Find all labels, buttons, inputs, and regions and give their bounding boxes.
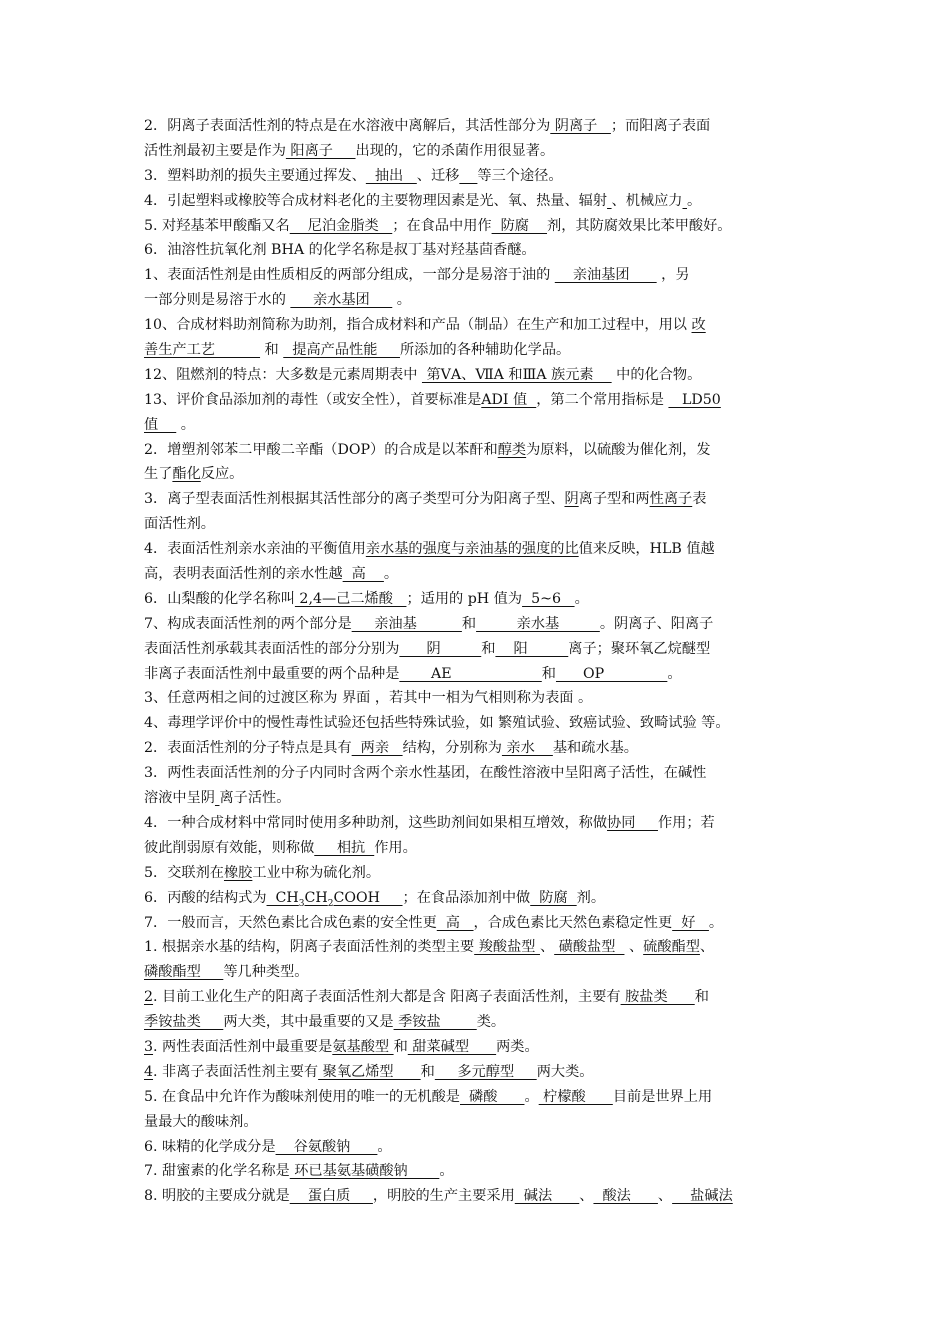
answer-blank: 亲油基团	[554, 267, 657, 284]
text-line	[144, 1010, 808, 1035]
text-line	[144, 861, 808, 886]
text-line	[144, 214, 808, 239]
text-run: ，另	[656, 267, 690, 284]
text-run: ，合成色素比天然色素稳定性更	[473, 914, 673, 931]
text-line	[144, 562, 808, 587]
text-line	[144, 662, 808, 687]
text-run: 。	[377, 1138, 392, 1155]
answer-blank: 阴	[564, 491, 579, 508]
text-run: 活性剂最初主要是作为	[144, 142, 286, 159]
text-run: 4．引起塑料或橡胶等合成材料老化的主要物理因素是光、氧、热量、辐射	[144, 192, 608, 209]
text-run: ，明胶的生产主要采用	[372, 1188, 515, 1205]
text-line	[144, 612, 808, 637]
text-line	[144, 686, 808, 711]
text-line	[144, 388, 808, 413]
text-line	[144, 1110, 808, 1135]
answer-blank: 蛋白质	[289, 1188, 373, 1205]
text-run: 、机械应力	[611, 192, 683, 209]
text-run: 和	[260, 342, 284, 359]
text-run: 类。	[476, 1014, 506, 1031]
text-line	[144, 587, 808, 612]
text-run: 5. 在食品中允许作为酸味剂使用的唯一的无机酸是	[144, 1088, 460, 1105]
text-line	[144, 736, 808, 761]
text-run: 和	[461, 615, 477, 632]
text-run: ，第二个常用指标是	[536, 391, 669, 408]
text-run: 3．两性表面活性剂的分子内同时含两个亲水性基团，在酸性溶液中呈阳离子活性，在碱性	[144, 765, 707, 782]
text-run: 离子型和两	[578, 491, 650, 508]
text-run: 2．阴离子表面活性剂的特点是在水溶液中离解后，其活性部分为	[144, 118, 551, 134]
answer-blank: 磷酸	[460, 1088, 525, 1105]
text-run: . 非离子表面活性剂主要有	[153, 1063, 319, 1080]
text-run: 。	[383, 566, 399, 583]
answer-blank: 酸法	[593, 1188, 658, 1205]
answer-blank: 柠檬酸	[538, 1088, 613, 1105]
text-line	[144, 288, 808, 313]
text-run: 。	[176, 416, 195, 433]
text-run: 和	[393, 1038, 408, 1055]
answer-blank: 3	[144, 1038, 154, 1055]
text-run: 表	[692, 491, 707, 508]
text-run: 两大类。	[536, 1063, 594, 1080]
text-line	[144, 164, 808, 189]
answer-blank: OP	[555, 665, 668, 682]
answer-blank: AE	[399, 665, 542, 682]
text-run: 、	[699, 939, 715, 956]
subscript: 3	[298, 898, 305, 909]
answer-blank: 高	[436, 914, 474, 931]
text-line	[144, 911, 808, 936]
answer-blank: 多元醇型	[434, 1063, 537, 1080]
text-run: 。	[392, 292, 411, 309]
text-line	[144, 537, 808, 562]
answer-blank: 抽出	[365, 167, 417, 184]
text-line	[144, 338, 808, 363]
text-line	[144, 1060, 808, 1085]
answer-blank: 防腐	[491, 217, 548, 234]
text-run: 4．表面活性剂亲水亲油的平衡值用	[144, 541, 366, 558]
text-line	[144, 1035, 808, 1060]
text-run: 反应。	[200, 466, 244, 483]
text-line	[144, 811, 808, 836]
text-run: 。	[574, 590, 589, 607]
text-run: 6．油溶性抗氧化剂 BHA 的化学名称是叔丁基对羟基茴香醚。	[144, 242, 536, 259]
answer-blank	[266, 889, 403, 909]
text-run: 3．塑料助剂的损失主要通过挥发、	[144, 167, 366, 184]
text-run: 6．丙酸的结构式为	[144, 889, 267, 906]
answer-blank: 甜菜碱型	[407, 1038, 497, 1055]
answer-blank: 胺盐类	[620, 989, 695, 1006]
answer-blank: 阴离子	[550, 118, 611, 134]
text-run: 目前是世界上用	[612, 1088, 713, 1105]
answer-blank: 2	[144, 989, 154, 1006]
text-line	[144, 238, 808, 263]
answer-blank: 提高产品性能	[283, 342, 400, 359]
document-body	[144, 114, 808, 1209]
text-run: 彼此削弱原有效能，则称做	[144, 839, 315, 856]
text-run: . 目前工业化生产的阳离子表面活性剂大都是含 阳离子表面活性剂，主要有	[153, 989, 621, 1006]
text-run: 。	[708, 914, 724, 931]
text-line	[144, 363, 808, 388]
text-line	[144, 487, 808, 512]
text-run: 2．表面活性剂的分子特点是具有	[144, 740, 352, 757]
answer-blank: 亲水基团	[290, 292, 393, 309]
answer-blank: 碱法	[514, 1188, 580, 1205]
text-run: COOH	[333, 889, 403, 906]
text-run: 7．一般而言，天然色素比合成色素的安全性更	[144, 914, 437, 931]
text-line	[144, 935, 808, 960]
answer-blank: 硫酸酯型	[643, 939, 700, 956]
text-run: 8. 明胶的主要成分就是	[144, 1188, 290, 1205]
answer-blank: 好	[672, 914, 709, 931]
answer-blank: 环已基氨基磺酸钠	[289, 1163, 440, 1180]
text-line	[144, 438, 808, 463]
text-run: 。	[687, 192, 702, 209]
text-run: 、	[657, 1188, 673, 1205]
answer-blank: 值	[144, 416, 177, 433]
text-line	[144, 985, 808, 1010]
text-run: 6．山梨酸的化学名称叫	[144, 590, 295, 607]
answer-blank: 谷氨酸钠	[275, 1138, 378, 1155]
text-run: 1、表面活性剂是由性质相反的两部分组成，一部分是易溶于油的	[144, 267, 555, 284]
text-run: 12、阻燃剂的特点：大多数是元素周期表中	[144, 366, 422, 383]
answer-blank: 2,4—己二烯酸	[294, 590, 407, 607]
text-line	[144, 711, 808, 736]
text-run: CH	[266, 889, 299, 906]
text-line	[144, 786, 808, 811]
subscript: 2	[327, 898, 334, 909]
answer-blank: 5~6	[522, 590, 575, 607]
text-run: 、	[624, 939, 644, 956]
answer-blank: 亲水	[501, 740, 553, 757]
text-run: 面活性剂。	[144, 516, 215, 533]
text-run: 结构，分别称为	[402, 740, 502, 757]
text-run: 。	[667, 665, 682, 682]
text-run: 溶液中呈阴	[144, 790, 215, 807]
text-line	[144, 836, 808, 861]
answer-blank: ADI 值	[481, 391, 537, 408]
text-run: 、	[539, 939, 555, 956]
text-run: 中的化合物。	[611, 366, 702, 383]
text-run: 3、任意两相之间的过渡区称为 界面 ，若其中一相为气相则称为表面 。	[144, 690, 593, 707]
text-run: 基和疏水基。	[552, 740, 638, 757]
text-run: 两类。	[496, 1038, 539, 1055]
answer-blank: 亲油基	[351, 615, 462, 632]
text-run: 和	[694, 989, 709, 1006]
text-line	[144, 413, 808, 438]
text-run: ；在食品中用作	[392, 217, 492, 234]
text-run: 7、构成表面活性剂的两个部分是	[144, 615, 352, 632]
text-line	[144, 637, 808, 662]
text-run: 剂。	[576, 889, 606, 906]
text-run: 和	[481, 640, 496, 657]
text-run: 4、毒理学评价中的慢性毒性试验还包括些特殊试验，如 繁殖试验、致癌试验、致畸试验 等。	[144, 715, 730, 732]
text-run: 生了	[144, 466, 173, 483]
text-line	[144, 263, 808, 288]
answer-blank: 磺酸盐型	[554, 939, 625, 956]
text-run: 离子；聚环氧乙烷醚型	[568, 640, 711, 657]
text-run: 工业中称为硫化剂。	[252, 864, 381, 881]
text-run: 2．增塑剂邻苯二甲酸二辛酯（DOP）的合成是以苯酐和	[144, 441, 498, 458]
text-line	[144, 1184, 808, 1209]
answer-blank: 协同	[607, 814, 658, 831]
text-run: 为原料，以硫酸为催化剂，发	[526, 441, 711, 458]
text-run: 一部分则是易溶于水的	[144, 292, 291, 309]
text-run: 量最大的酸味剂。	[144, 1113, 258, 1130]
text-run: ；而阳离子表面	[610, 118, 711, 134]
text-run: 高，表明表面活性剂的亲水性越	[144, 566, 343, 583]
text-line	[144, 114, 808, 139]
answer-blank: 尼泊金脂类	[289, 217, 393, 234]
text-run: 值来反映，HLB 值越	[578, 541, 715, 558]
text-run: 5．交联剂在	[144, 864, 224, 881]
text-run: 等几种类型。	[223, 964, 309, 981]
text-line	[144, 189, 808, 214]
answer-blank: 阴	[399, 640, 482, 657]
text-run: 1. 根据亲水基的结构，阴离子表面活性剂的类型主要	[144, 939, 475, 956]
answer-blank: 羧酸盐型	[474, 939, 540, 956]
text-run: 。阴离子、阳离子	[599, 615, 714, 632]
text-run: 两大类，其中最重要的又是	[223, 1014, 394, 1031]
answer-blank: LD50	[668, 391, 721, 408]
text-run: 所添加的各种辅助化学品。	[399, 342, 571, 359]
answer-blank: 亲水基的强度与亲油基的强度的比	[365, 541, 579, 558]
answer-blank: 改	[691, 317, 706, 334]
answer-blank: 第ⅤA、ⅦA 和ⅢA 族元素	[421, 366, 612, 383]
text-run: 非离子表面活性剂中最重要的两个品种是	[144, 665, 400, 682]
text-run: 等三个途径。	[477, 167, 563, 184]
text-run: 。	[439, 1163, 454, 1180]
text-run: 13、评价食品添加剂的毒性（或安全性），首要标准是	[144, 391, 482, 408]
text-run: 和	[420, 1063, 435, 1080]
text-line	[144, 462, 808, 487]
text-run: CH	[304, 889, 328, 906]
answer-blank: 磷酸酯型	[144, 964, 224, 981]
text-run: 作用；若	[657, 814, 715, 831]
text-run: 3．离子型表面活性剂根据其活性部分的离子类型可分为阳离子型、	[144, 491, 565, 508]
answer-blank: 性离子	[649, 491, 693, 508]
text-line	[144, 313, 808, 338]
text-run: 和	[541, 665, 556, 682]
text-run: 6. 味精的化学成分是	[144, 1138, 276, 1155]
text-run: 、迁移	[416, 167, 460, 184]
text-run: ；在食品添加剂中做	[402, 889, 531, 906]
answer-blank: 季铵盐类	[144, 1014, 224, 1031]
text-line	[144, 139, 808, 164]
text-line	[144, 761, 808, 786]
text-run: . 两性表面活性剂中最重要是	[153, 1038, 333, 1055]
text-run: 出现的，它的杀菌作用很显著。	[355, 142, 555, 159]
answer-blank: 相抗	[314, 839, 375, 856]
text-line	[144, 1159, 808, 1184]
text-line	[144, 886, 808, 911]
answer-blank	[459, 168, 477, 184]
answer-blank: 4	[144, 1063, 154, 1080]
answer-blank: 阳离子	[285, 142, 356, 159]
answer-blank: 阳	[495, 640, 569, 657]
text-run: 表面活性剂承载其表面活性的部分分别为	[144, 640, 400, 657]
text-line	[144, 512, 808, 537]
answer-blank: 醇类	[497, 441, 527, 458]
text-run: ；适用的 pH 值为	[406, 590, 523, 607]
answer-blank: 季铵盐	[393, 1014, 477, 1031]
text-line	[144, 960, 808, 985]
answer-blank: 聚氧乙烯型	[318, 1063, 421, 1080]
answer-blank: 防腐	[530, 889, 577, 906]
answer-blank: 氨基酸型	[332, 1038, 394, 1055]
answer-blank: 善生产工艺	[144, 342, 261, 359]
text-run: 5. 对羟基苯甲酸酯又名	[144, 217, 290, 234]
text-run: 剂，其防腐效果比苯甲酸好。	[547, 217, 732, 234]
text-run: 、	[579, 1188, 594, 1205]
answer-blank: 盐碱法	[672, 1188, 733, 1205]
text-run: 离子活性。	[219, 790, 291, 807]
text-run: 7. 甜蜜素的化学名称是	[144, 1163, 290, 1180]
text-run: 10、合成材料助剂简称为助剂，指合成材料和产品（制品）在生产和加工过程中，用以	[144, 317, 692, 334]
answer-blank: 高	[342, 566, 384, 583]
answer-blank: 亲水基	[476, 615, 600, 632]
text-run: 作用。	[374, 839, 417, 856]
text-run: 4．一种合成材料中常同时使用多种助剂，这些助剂间如果相互增效，称做	[144, 814, 608, 831]
answer-blank: 两亲	[351, 740, 403, 757]
text-line	[144, 1085, 808, 1110]
text-run: 。	[524, 1088, 539, 1105]
answer-blank: 酯化	[172, 466, 201, 483]
answer-blank: 橡胶	[223, 864, 253, 881]
text-line	[144, 1135, 808, 1160]
